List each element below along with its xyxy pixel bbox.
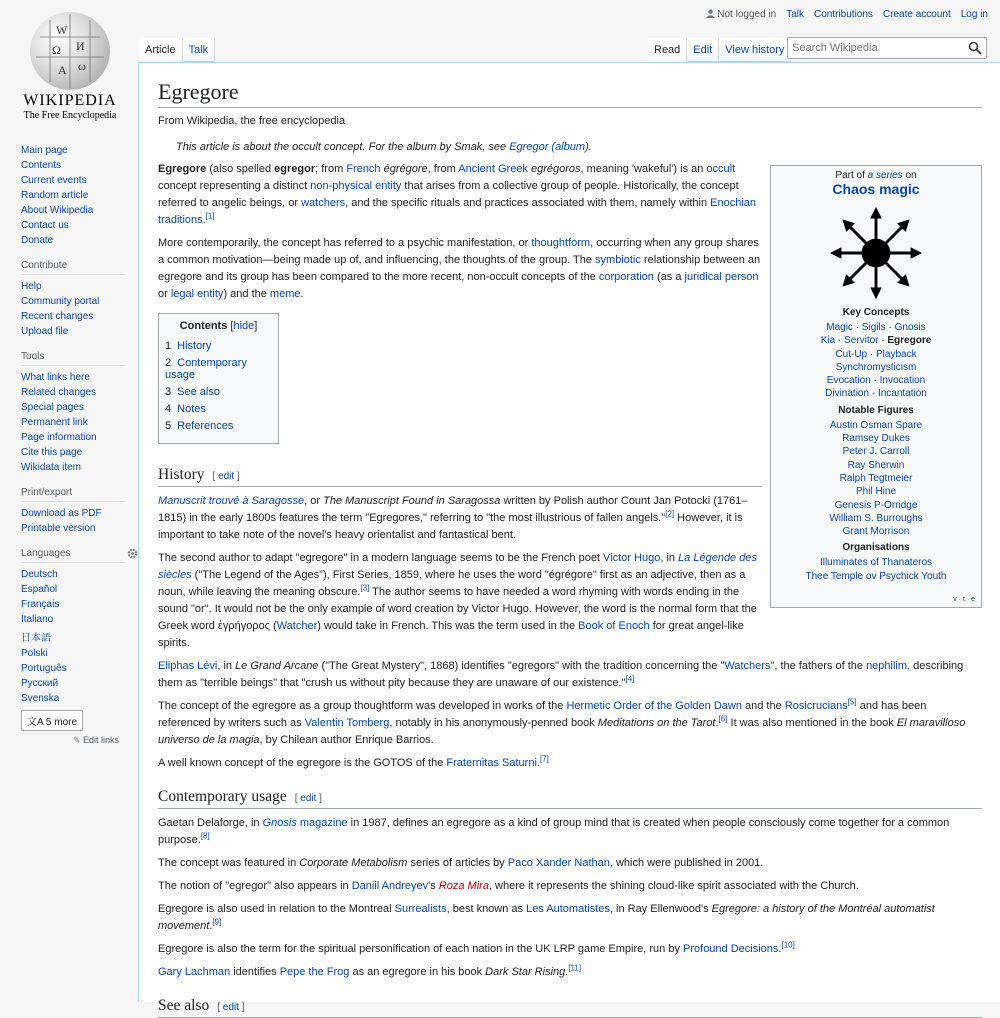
lang-italiano[interactable]: Italiano — [21, 614, 54, 625]
vte-links[interactable]: v · t · e — [953, 596, 975, 603]
sidebar-item-community-portal[interactable]: Community portal — [21, 296, 100, 307]
user-icon — [706, 9, 715, 18]
figure-item[interactable]: Phil Hine — [855, 486, 897, 498]
chaos-star-icon — [828, 205, 924, 301]
paragraph: Egregore is also used in relation to the Montreal Surrealists, best known as Les Automatistes, in Ray Ellenwood's Egregore: a history of the Montréal automatist movement.[9] — [158, 903, 935, 932]
sidebar-item-cite-this-page[interactable]: Cite this page — [21, 447, 83, 458]
sidebar-item-contact[interactable]: Contact us — [21, 220, 69, 231]
contemporary-heading: Contemporary usage [ edit ] — [158, 788, 982, 809]
lang-deutsch[interactable]: Deutsch — [21, 569, 58, 580]
concept-cut-up[interactable]: Cut-Up — [835, 348, 868, 360]
concept-sigils[interactable]: Sigils — [861, 322, 886, 333]
paragraph: More contemporarily, the concept has referred to a psychic manifestation, or thoughtform, occurring when any group shares a common motivation—being made up of, and influencing, the thoughts of the group. The symbiotic relationship between an egregore and its group has been compared to the more recent, non-occult concepts of the corporation (as a juridical person or legal entity) and the meme. — [158, 237, 761, 300]
organisations-heading: Organisations — [842, 542, 910, 554]
lang-svenska[interactable]: Svenska — [21, 693, 60, 704]
sidebar-item-recent-changes[interactable]: Recent changes — [21, 311, 94, 322]
tab-edit[interactable]: Edit — [687, 38, 719, 62]
wordmark: WIKIPEDIA — [23, 92, 117, 109]
tools-portal — [21, 351, 138, 473]
sidebar-item-printable-version[interactable]: Printable version — [21, 523, 96, 534]
concept-playback[interactable]: Playback — [876, 348, 917, 360]
see-also-heading: See also [ edit ] — [158, 997, 982, 1018]
sidebar-item-wikidata-item[interactable]: Wikidata item — [21, 462, 82, 473]
sidebar-item-donate[interactable]: Donate — [21, 235, 54, 246]
tab-read[interactable]: Read — [648, 38, 687, 62]
search-input[interactable] — [788, 38, 963, 58]
tools-heading: Tools — [21, 351, 125, 366]
figure-item[interactable]: Grant Morrison — [842, 526, 910, 538]
table-of-contents — [158, 313, 279, 444]
tagline: The Free Encyclopedia — [23, 110, 117, 121]
figure-item[interactable]: Peter J. Carroll — [842, 446, 910, 458]
toc-item[interactable]: 2 Contemporary usage — [165, 357, 247, 381]
paragraph: Egregore (also spelled egregor; from French égrégore, from Ancient Greek egrégoros, meaning 'wakeful') is an occult concept representing a distinct non-physical entity that arises from a collective group of people. Historically, the concept referred to angelic beings, or watchers, and the specific rituals and practices associated with them, namely within Enochian traditions.[1] — [158, 163, 757, 226]
paragraph: Manuscrit trouvé à Saragosse, or The Manuscript Found in Saragossa written by Polish author Count Jan Potocki (1761–1815) in the early 1800s features the term "Egregores," referring to "the most illustrious of fallen angels."[2] However, it is important to take note of the novel's heavy orientalist and fantastical bent. — [158, 495, 748, 541]
sidebar — [0, 140, 138, 760]
sidebar-item-upload-file[interactable]: Upload file — [21, 326, 69, 337]
globe-icon — [30, 12, 110, 90]
paragraph: Gary Lachman identifies Pepe the Frog as an egregore in his book Dark Star Rising.[11] — [158, 963, 582, 978]
hatnote: This article is about the occult concept. For the album by Smak, see Egregor (album). — [176, 141, 592, 153]
sidebar-item-download-pdf[interactable]: Download as PDF — [21, 508, 102, 519]
infobox-title[interactable]: Chaos magic — [832, 181, 920, 197]
concept-magic[interactable]: Magic — [826, 322, 853, 333]
svg-text:W: W — [56, 23, 68, 37]
contribute-portal — [21, 260, 138, 337]
figure-item[interactable]: Austin Osman Spare — [829, 419, 923, 431]
series-link[interactable]: a series — [867, 170, 903, 181]
history-section — [158, 466, 762, 652]
svg-text:Ω: Ω — [52, 43, 61, 57]
toc-hide-link[interactable]: hide — [233, 320, 255, 332]
figure-item[interactable]: Ralph Tegtmeier — [839, 472, 913, 484]
lang-polski[interactable]: Polski — [21, 648, 48, 659]
more-languages-button[interactable]: 文A 5 more — [21, 710, 83, 731]
org-item[interactable]: Illuminates of Thanateros — [819, 557, 933, 569]
concept-kia[interactable]: Kia — [820, 335, 836, 347]
edit-section-link[interactable]: edit — [222, 1002, 239, 1013]
print-heading: Print/export — [21, 487, 125, 502]
hatnote-link[interactable]: Egregor (album) — [509, 141, 589, 153]
concept-servitor[interactable]: Servitor — [844, 335, 879, 347]
figure-item[interactable]: Ray Sherwin — [847, 459, 905, 471]
tab-talk[interactable]: Talk — [183, 38, 216, 62]
sidebar-item-page-information[interactable]: Page information — [21, 432, 97, 443]
concept-incantation[interactable]: Incantation — [877, 388, 927, 400]
edit-section-link[interactable]: edit — [300, 793, 317, 804]
gear-icon[interactable] — [127, 548, 138, 559]
lang-francais[interactable]: Français — [21, 599, 60, 610]
sidebar-item-current-events[interactable]: Current events — [21, 175, 87, 186]
search-icon[interactable] — [968, 41, 982, 55]
languages-portal — [21, 548, 138, 746]
concept-evocation[interactable]: Evocation — [826, 375, 871, 387]
tab-history[interactable]: View history — [719, 38, 791, 62]
paragraph: Egregore is also the term for the spiritual personification of each nation in the UK LRP game Empire, run by Profound Decisions.[10] — [158, 940, 795, 955]
toc-item[interactable]: 3 See also — [165, 386, 220, 398]
namespace-tabs — [139, 38, 215, 62]
lang-russian[interactable]: Русский — [21, 678, 59, 689]
concept-synchromysticism[interactable]: Synchromysticism — [835, 361, 917, 373]
wikipedia-logo[interactable] — [20, 12, 120, 122]
edit-section-link[interactable]: edit — [218, 471, 235, 482]
sidebar-item-what-links-here[interactable]: What links here — [21, 372, 90, 383]
svg-text:ω: ω — [78, 59, 86, 73]
languages-heading: Languages — [21, 548, 125, 563]
not-logged-in: Not logged in — [706, 9, 776, 20]
toc-title: Contents [hide] — [179, 320, 258, 332]
tab-article[interactable]: Article — [139, 38, 183, 62]
concept-gnosis[interactable]: Gnosis — [894, 322, 926, 333]
notable-figures-heading: Notable Figures — [838, 404, 914, 416]
paragraph: A well known concept of the egregore is the GOTOS of the Fraternitas Saturni.[7] — [158, 754, 549, 769]
search-box — [787, 37, 987, 59]
paragraph: The concept was featured in Corporate Metabolism series of articles by Paco Xander Nathan, which were published in 2001. — [158, 857, 764, 869]
svg-text:A: A — [58, 63, 67, 77]
figure-item[interactable]: Genesis P-Orridge — [834, 499, 918, 511]
figure-item[interactable]: Ramsey Dukes — [842, 433, 910, 445]
site-sub: From Wikipedia, the free encyclopedia — [158, 115, 346, 127]
sidebar-item-random-article[interactable]: Random article — [21, 190, 89, 201]
lang-japanese[interactable]: 日本語 — [21, 633, 51, 644]
concept-invocation[interactable]: Invocation — [879, 375, 926, 387]
nav-portal — [21, 145, 138, 246]
history-section-cont — [158, 658, 982, 1018]
edit-links[interactable]: Edit links — [82, 735, 119, 745]
concept-egregore: Egregore — [887, 335, 932, 347]
page-title: Egregore — [158, 79, 982, 108]
lang-espanol[interactable]: Español — [21, 584, 58, 595]
key-concepts-heading: Key Concepts — [842, 307, 910, 318]
pencil-icon: ✎ — [72, 735, 81, 745]
contributions-link[interactable]: Contributions — [814, 9, 873, 20]
sidebar-item-related-changes[interactable]: Related changes — [21, 387, 97, 398]
sidebar-item-contents[interactable]: Contents — [21, 160, 62, 171]
sidebar-item-permanent-link[interactable]: Permanent link — [21, 417, 88, 428]
talk-link[interactable]: Talk — [786, 9, 804, 20]
paragraph: The second author to adapt "egregore" in a modern language seems to be the French poet Victor Hugo, in La Légende des siècles ("The Legend of the Ages"), First Series, 1859, where he uses the word "égrégore" first as an adjective, then as a noun, while leaving the meaning obscure.[3] The author seems to have needed a word rhyming with words ending in the sound "or". It would not be the only example of word creation by Victor Hugo. However, the word is the normal form that the Greek word ἐγρήγορος (Watcher) would take in French. This was the term used in the Book of Enoch for great angel-like spirits. — [158, 552, 757, 649]
sidebar-item-main-page[interactable]: Main page — [21, 145, 68, 156]
infobox: Part of a series on Chaos magic Key Concepts Magic · Sigils · Gnosis Kia · Servitor · Egregore Cut-Up · Playback Synchromysticism Evocation · Invocation Divination · Incantation Notable Figures Austin Osman Spare Ramsey Dukes Peter J. Carroll Ray Sherwin Ralph Tegtmeier Phil Hine Genesis P-Orridge William S. Burroughs Grant Morrison Organisations Illuminates of Thanateros Thee Temple ov Psychick Youth v · t · e — [770, 165, 982, 608]
paragraph: Eliphas Lévi, in Le Grand Arcane ("The Great Mystery", 1868) identifies "egregors" with the tradition concerning the "Watchers", the fathers of the nephilim, describing them as "terrible beings" that "crush us without pity because they are unaware of our existence."[4] — [158, 660, 964, 689]
lang-portugues[interactable]: Português — [21, 663, 67, 674]
toc-item[interactable]: 5 References — [165, 420, 234, 432]
personal-tools — [706, 9, 988, 20]
svg-text:И: И — [76, 39, 85, 53]
create-account-link[interactable]: Create account — [882, 9, 951, 20]
translate-icon: 文A — [27, 717, 44, 728]
login-link[interactable]: Log in — [960, 9, 988, 20]
history-heading: History [ edit ] — [158, 466, 762, 487]
sidebar-item-special-pages[interactable]: Special pages — [21, 402, 84, 413]
infobox-part-of: Part of a series on — [835, 170, 917, 181]
sidebar-item-about[interactable]: About Wikipedia — [21, 205, 94, 216]
intro — [158, 161, 762, 303]
paragraph: The concept of the egregore as a group thoughtform was developed in works of the Hermetic Order of the Golden Dawn and the Rosicrucians[5] and has been referenced by writers such as Valentin Tomberg, notably in his anonymously-penned book Meditations on the Tarot.[6] It was also mentioned in the book El maravilloso universo de la magia, by Chilean author Enrique Barrios. — [158, 697, 966, 746]
sidebar-item-help[interactable]: Help — [21, 281, 42, 292]
view-tabs — [648, 38, 791, 62]
print-portal — [21, 487, 138, 534]
toc-item[interactable]: 1 History — [165, 340, 212, 352]
org-item[interactable]: Thee Temple ov Psychick Youth — [805, 570, 947, 582]
paragraph: The notion of "egregor" also appears in Daniil Andreyev's Roza Mira, where it represents the shining cloud-like spirit associated with the Church. — [158, 880, 859, 892]
concept-divination[interactable]: Divination — [825, 388, 870, 400]
toc-item[interactable]: 4 Notes — [165, 403, 206, 415]
paragraph: Gaetan Delaforge, in Gnosis magazine in 1987, defines an egregore as a kind of group mind that is created when people consciously come together for a common purpose.[8] — [158, 817, 950, 846]
contribute-heading: Contribute — [21, 260, 125, 275]
figure-item[interactable]: William S. Burroughs — [829, 512, 923, 524]
content — [138, 62, 1000, 1014]
